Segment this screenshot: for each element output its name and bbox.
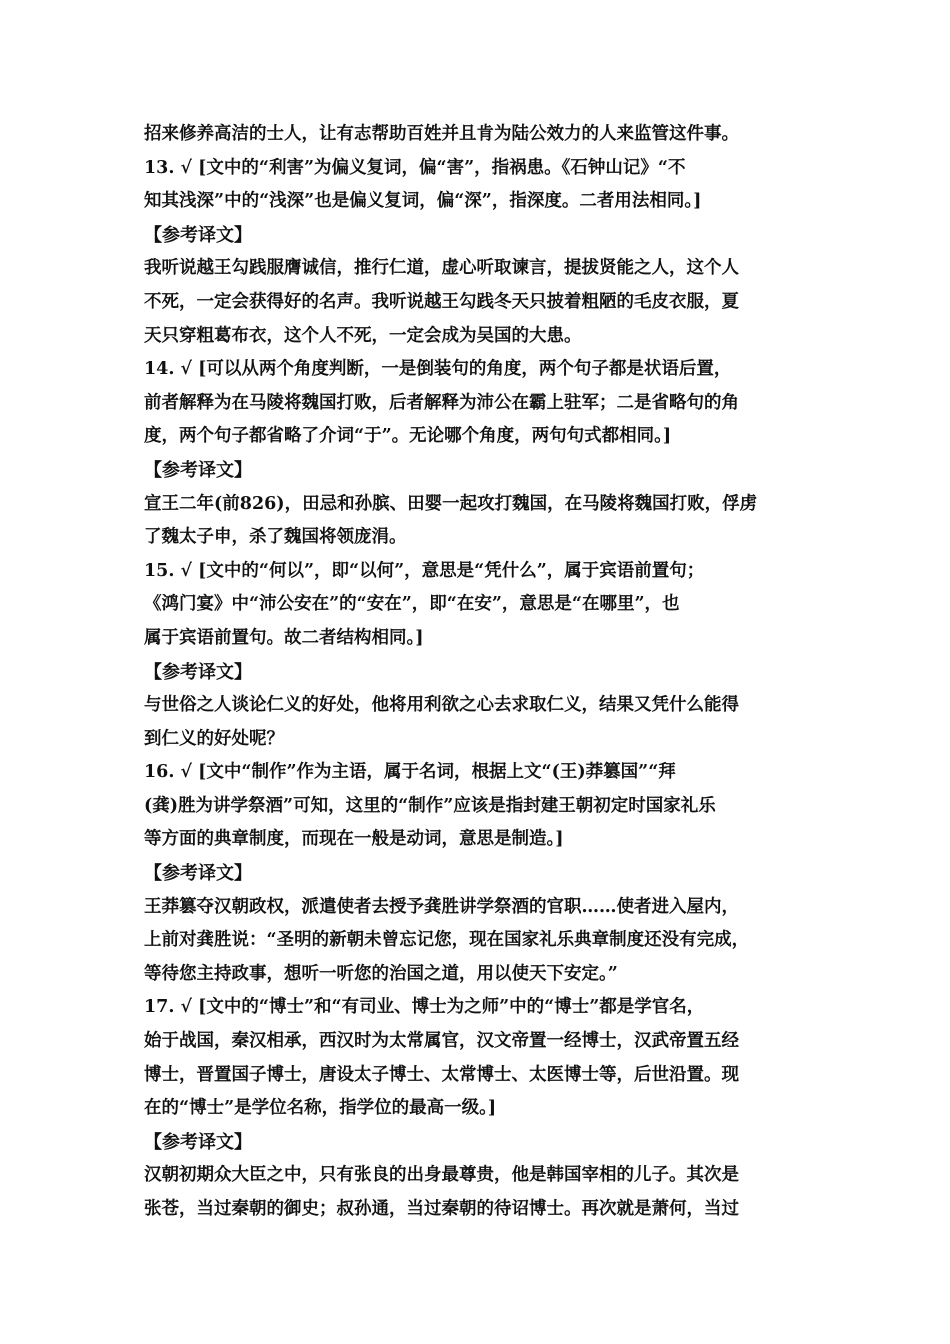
answer-17-line: 17. √ [文中的“博士”和“有司业、博士为之师”中的“博士”都是学官名， <box>144 997 705 1018</box>
document-page <box>144 118 814 1227</box>
text-line: (龚)胜为讲学祭酒”可知，这里的“制作”应该是指封建王朝初定时国家礼乐 <box>144 795 716 816</box>
answer-14-line: 14. √ [可以从两个角度判断，一是倒装句的角度，两个句子都是状语后置， <box>144 359 732 380</box>
answer-13-line: 13. √ [文中的“利害”为偏义复词，偏“害”，指祸患。《石钟山记》“不 <box>144 157 686 178</box>
section-heading: 【参考译文】 <box>144 1131 252 1153</box>
text-line: 始于战国，秦汉相承，西汉时为太常属官，汉文帝置一经博士，汉武帝置五经 <box>144 1031 739 1052</box>
section-heading: 【参考译文】 <box>144 459 252 481</box>
text-line: 宣王二年(前826)，田忌和孙膑、田婴一起攻打魏国，在马陵将魏国打败，俘虏 <box>144 493 758 514</box>
text-line: 招来修养高洁的士人，让有志帮助百姓并且肯为陆公效力的人来监管这件事。 <box>144 124 739 144</box>
text-line: 博士，晋置国子博士，唐设太子博士、太常博士、太医博士等，后世沿置。现 <box>144 1064 739 1085</box>
answer-16-line: 16. √ [文中“制作”作为主语，属于名词，根据上文“(王)莽篡国”“拜 <box>144 762 676 783</box>
text-line: 我听说越王勾践服膺诚信，推行仁道，虚心听取谏言，提拔贤能之人，这个人 <box>144 258 739 279</box>
text-line: 等待您主持政事，想听一听您的治国之道，用以使天下安定。” <box>144 963 618 984</box>
text-line: 王莽篡夺汉朝政权，派遣使者去授予龚胜讲学祭酒的官职……使者进入屋内， <box>144 896 739 917</box>
text-line: 汉朝初期众大臣之中，只有张良的出身最尊贵，他是韩国宰相的儿子。其次是 <box>144 1165 739 1186</box>
section-heading: 【参考译文】 <box>144 863 252 885</box>
text-line: 天只穿粗葛布衣，这个人不死，一定会成为吴国的大患。 <box>144 325 582 346</box>
answer-15-line: 15. √ [文中的“何以”，即“以何”，意思是“凭什么”，属于宾语前置句； <box>144 560 705 581</box>
text-line: 张苍，当过秦朝的御史；叔孙通，当过秦朝的待诏博士。再次就是萧何，当过 <box>144 1199 739 1219</box>
section-heading: 【参考译文】 <box>144 224 252 246</box>
text-line: 不死，一定会获得好的名声。我听说越王勾践冬天只披着粗陋的毛皮衣服，夏 <box>144 291 739 312</box>
text-line: 与世俗之人谈论仁义的好处，他将用利欲之心去求取仁义，结果又凭什么能得 <box>144 695 739 716</box>
text-line: 等方面的典章制度，而现在一般是动词，意思是制造。] <box>144 829 564 850</box>
text-line: 度，两个句子都省略了介词“于”。无论哪个角度，两句句式都相同。] <box>144 426 672 447</box>
text-line: 到仁义的好处呢？ <box>144 728 284 749</box>
text-line: 上前对龚胜说：“圣明的新朝未曾忘记您，现在国家礼乐典章制度还没有完成， <box>144 930 750 951</box>
text-line: 在的“博士”是学位名称，指学位的最高一级。] <box>144 1098 497 1119</box>
text-line: 前者解释为在马陵将魏国打败，后者解释为沛公在霸上驻军；二是省略句的角 <box>144 392 739 413</box>
text-line: 知其浅深”中的“浅深”也是偏义复词，偏“深”，指深度。二者用法相同。] <box>144 191 702 212</box>
section-heading: 【参考译文】 <box>144 661 252 683</box>
text-line: 属于宾语前置句。故二者结构相同。] <box>144 627 424 648</box>
text-line: 了魏太子申，杀了魏国将领庞涓。 <box>144 527 407 548</box>
text-line: 《鸿门宴》中“沛公安在”的“安在”，即“在安”，意思是“在哪里”，也 <box>144 594 680 615</box>
